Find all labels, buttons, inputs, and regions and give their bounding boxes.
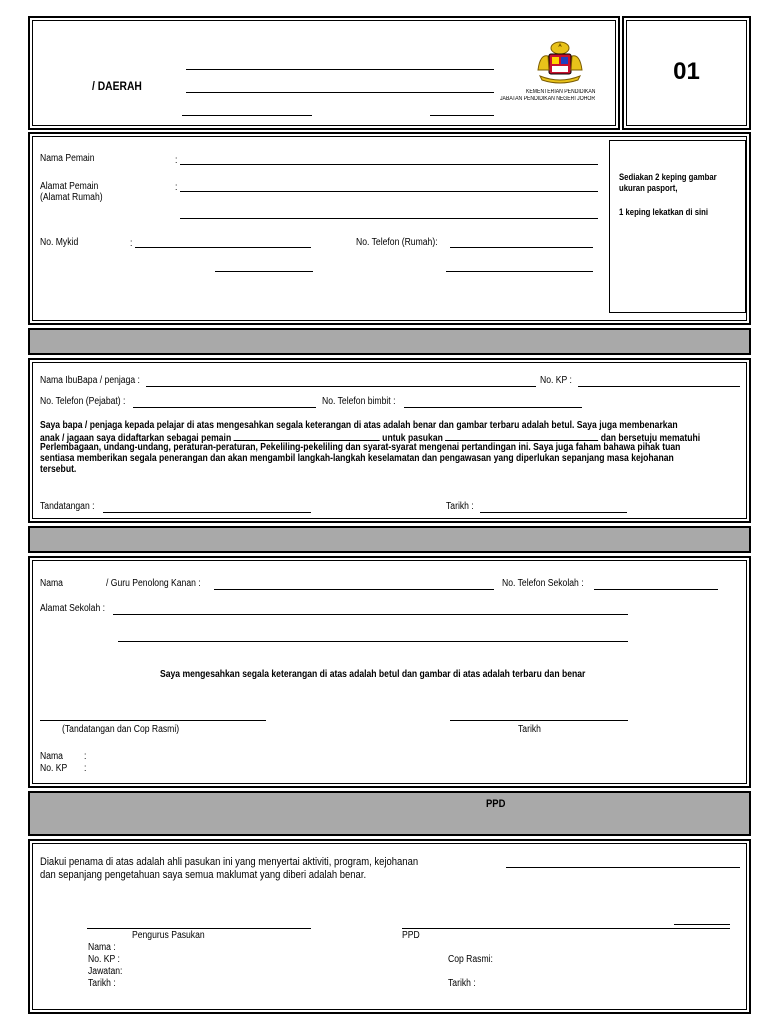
school-date-label: Tarikh bbox=[518, 724, 541, 735]
player-address-field-1[interactable] bbox=[180, 191, 598, 192]
header-line-2 bbox=[186, 92, 494, 93]
photo-instruction-2: ukuran pasport, bbox=[619, 183, 678, 193]
phone-home-label: No. Telefon (Rumah): bbox=[356, 237, 438, 248]
ppd-banner-label: PPD bbox=[486, 798, 506, 810]
player-name-label: Nama Pemain bbox=[40, 153, 95, 164]
section-banner-2 bbox=[28, 526, 751, 553]
guardian-date-field[interactable] bbox=[480, 512, 627, 513]
school-address-label: Alamat Sekolah : bbox=[40, 603, 106, 614]
ministry-line-2: JABATAN PENDIDIKAN NEGERI JOHOR bbox=[500, 96, 596, 102]
photo-instruction-3: 1 keping lekatkan di sini bbox=[619, 207, 709, 217]
school-phone-label: No. Telefon Sekolah : bbox=[502, 578, 584, 589]
declaration-2c: dan bersetuju mematuhi bbox=[600, 433, 701, 444]
guardian-signature-label: Tandatangan : bbox=[40, 501, 95, 512]
player-address-sub-label: (Alamat Rumah) bbox=[40, 192, 103, 203]
school-address-field-1[interactable] bbox=[113, 614, 628, 615]
school-address-field-2[interactable] bbox=[118, 641, 628, 642]
event-field[interactable] bbox=[506, 867, 740, 868]
manager-label: Pengurus Pasukan bbox=[132, 930, 205, 941]
school-sig-name-label: Nama bbox=[40, 751, 63, 762]
team-field[interactable] bbox=[445, 431, 598, 441]
school-phone-field[interactable] bbox=[594, 589, 718, 590]
mykid-field[interactable] bbox=[135, 247, 311, 248]
office-phone-label: No. Telefon (Pejabat) : bbox=[40, 396, 126, 407]
form-number: 01 bbox=[673, 58, 700, 85]
ppd-signature-field[interactable] bbox=[402, 928, 730, 929]
guardian-kp-field[interactable] bbox=[578, 386, 740, 387]
stamp-label: Cop Rasmi: bbox=[448, 954, 493, 965]
ministry-line-1: KEMENTERIAN PENDIDIKAN bbox=[526, 89, 596, 95]
declaration-2a: anak / jagaan saya didaftarkan sebagai pemain bbox=[40, 433, 232, 444]
player-extra-line-2 bbox=[446, 271, 593, 272]
header-line-4 bbox=[430, 115, 494, 116]
final-text-2: dan sepanjang pengetahuan saya semua maklumat yang diberi adalah benar. bbox=[40, 869, 367, 881]
school-signature-field[interactable] bbox=[40, 720, 266, 721]
player-address-label: Alamat Pemain bbox=[40, 181, 99, 192]
player-address-field-2[interactable] bbox=[180, 218, 598, 219]
player-name-field[interactable] bbox=[180, 164, 598, 165]
ppd-signature-field-extra bbox=[674, 924, 730, 925]
guardian-name-label: Nama IbuBapa / penjaga : bbox=[40, 375, 140, 386]
phone-home-field[interactable] bbox=[450, 247, 593, 248]
final-date-label: Tarikh : bbox=[88, 978, 116, 989]
guardian-date-label: Tarikh : bbox=[446, 501, 474, 512]
mykid-label: No. Mykid bbox=[40, 237, 79, 248]
office-phone-field[interactable] bbox=[133, 407, 316, 408]
final-name-label: Nama : bbox=[88, 942, 116, 953]
ppd-date-label: Tarikh : bbox=[448, 978, 476, 989]
sign-stamp-label: (Tandatangan dan Cop Rasmi) bbox=[62, 724, 180, 735]
school-confirmation: Saya mengesahkan segala keterangan di atas adalah betul dan gambar di atas adalah terbaru dan benar bbox=[160, 669, 586, 680]
player-extra-line-1 bbox=[215, 271, 313, 272]
colon: : bbox=[84, 763, 87, 774]
header-box-inner bbox=[32, 20, 616, 126]
guardian-name-field[interactable] bbox=[146, 386, 536, 387]
colon: : bbox=[175, 155, 178, 166]
player-category-field[interactable] bbox=[234, 431, 380, 441]
colon: : bbox=[175, 182, 178, 193]
guardian-kp-label: No. KP : bbox=[540, 375, 572, 386]
mobile-label: No. Telefon bimbit : bbox=[322, 396, 396, 407]
guardian-declaration-5: tersebut. bbox=[40, 464, 77, 475]
colon: : bbox=[130, 238, 133, 249]
final-kp-label: No. KP : bbox=[88, 954, 120, 965]
header-line-3 bbox=[182, 115, 312, 116]
guardian-declaration-3: Perlembagaan, undang-undang, peraturan-peraturan, Pekeliling-pekeliling dan syarat-syarat mengenai pertandingan ini. Saya juga faham bahawa pihak tuan bbox=[40, 442, 681, 453]
guardian-declaration-4: sentiasa memberikan segala penerangan dan akan mengambil langkah-langkah keselamatan dan pengawasan yang diperlukan sepanjang masa kejohanan bbox=[40, 453, 674, 464]
guardian-signature-field[interactable] bbox=[103, 512, 311, 513]
colon: : bbox=[84, 751, 87, 762]
photo-instruction-1: Sediakan 2 keping gambar bbox=[619, 172, 717, 182]
school-date-field[interactable] bbox=[450, 720, 628, 721]
daerah-label: / DAERAH bbox=[92, 79, 142, 93]
ppd-label: PPD bbox=[402, 930, 420, 941]
guardian-declaration-1: Saya bapa / penjaga kepada pelajar di atas mengesahkan segala keterangan di atas adalah benar dan gambar terbaru adalah betul. Saya juga membenarkan bbox=[40, 420, 678, 431]
school-sig-kp-label: No. KP bbox=[40, 763, 68, 774]
coat-of-arms-logo bbox=[534, 40, 586, 86]
manager-signature-field[interactable] bbox=[87, 928, 311, 929]
section-banner-1 bbox=[28, 328, 751, 355]
final-position-label: Jawatan: bbox=[88, 966, 123, 977]
teacher-label: / Guru Penolong Kanan : bbox=[106, 578, 201, 589]
ppd-banner bbox=[28, 791, 751, 836]
mobile-field[interactable] bbox=[404, 407, 582, 408]
teacher-name-field[interactable] bbox=[214, 589, 494, 590]
photo-box bbox=[609, 140, 746, 313]
declaration-2b: untuk pasukan bbox=[382, 433, 443, 444]
final-text-1: Diakui penama di atas adalah ahli pasukan ini yang menyertai aktiviti, program, kejohanan bbox=[40, 856, 419, 868]
header-line-1 bbox=[186, 69, 494, 70]
school-name-label: Nama bbox=[40, 578, 63, 589]
